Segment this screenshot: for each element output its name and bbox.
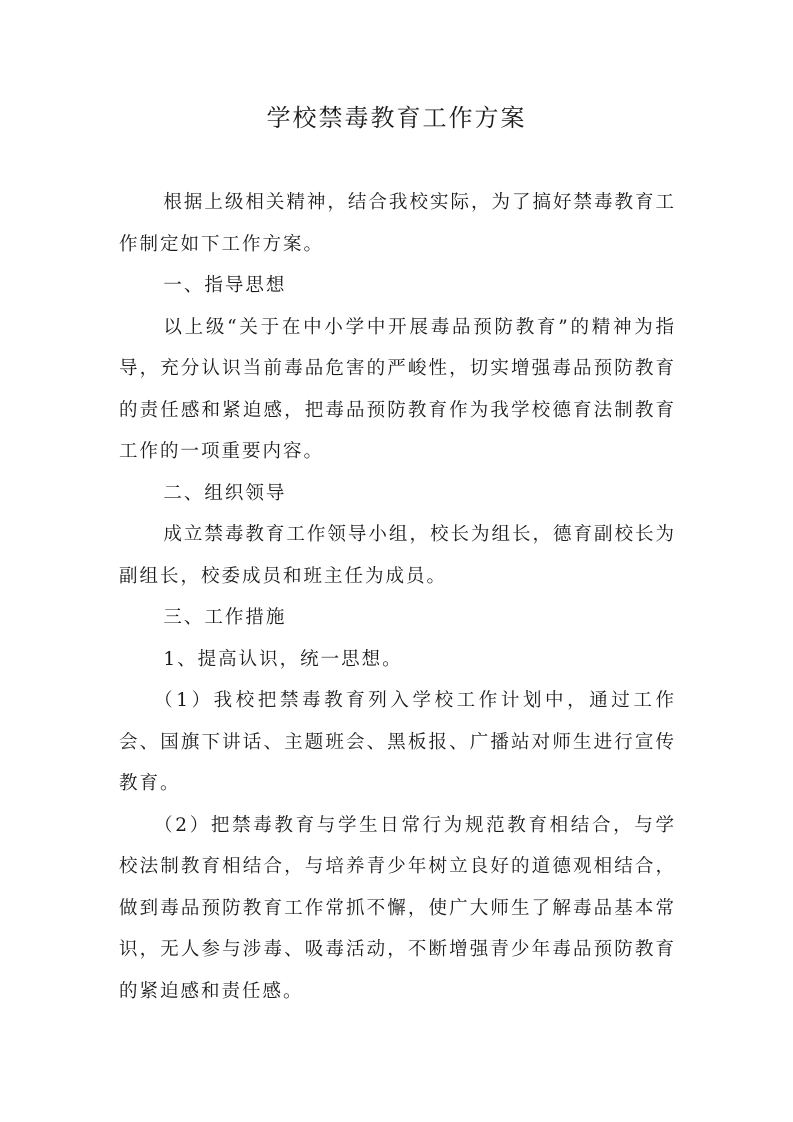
guiding-ideology-paragraph: 以上级“关于在中小学中开展毒品预防教育”的精神为指导，充分认识当前毒品危害的严峻性，切实增强毒品预防教育的责任感和紧迫感，把毒品预防教育作为我学校德育法制教育工作的一项重要内容。 [119, 316, 676, 462]
organization-paragraph: 成立禁毒教育工作领导小组，校长为组长，德育副校长为副组长，校委成员和班主任为成员。 [119, 524, 676, 587]
measure-1-heading: 1、提高认识，统一思想。 [163, 648, 403, 670]
section-heading-work-measures: 三、工作措施 [163, 607, 287, 628]
document-body [119, 182, 676, 1012]
measure-1-item-2: （2）把禁毒教育与学生日常行为规范教育相结合，与学校法制教育相结合，与培养青少年树立良好的道德观相结合，做到毒品预防教育工作常抓不懈，使广大师生了解毒品基本常识，无人参与涉毒、吸毒活动，不断增强青少年毒品预防教育的紧迫感和责任感。 [119, 814, 676, 1002]
document-title: 学校禁毒教育工作方案 [266, 104, 527, 132]
measure-1-item-1: （1）我校把禁毒教育列入学校工作计划中，通过工作会、国旗下讲话、主题班会、黑板报、广播站对师生进行宣传教育。 [119, 690, 676, 794]
section-heading-organization: 二、组织领导 [163, 482, 287, 504]
section-heading-guiding-ideology: 一、指导思想 [163, 275, 287, 296]
intro-paragraph: 根据上级相关精神，结合我校实际，为了搞好禁毒教育工作制定如下工作方案。 [119, 192, 676, 255]
